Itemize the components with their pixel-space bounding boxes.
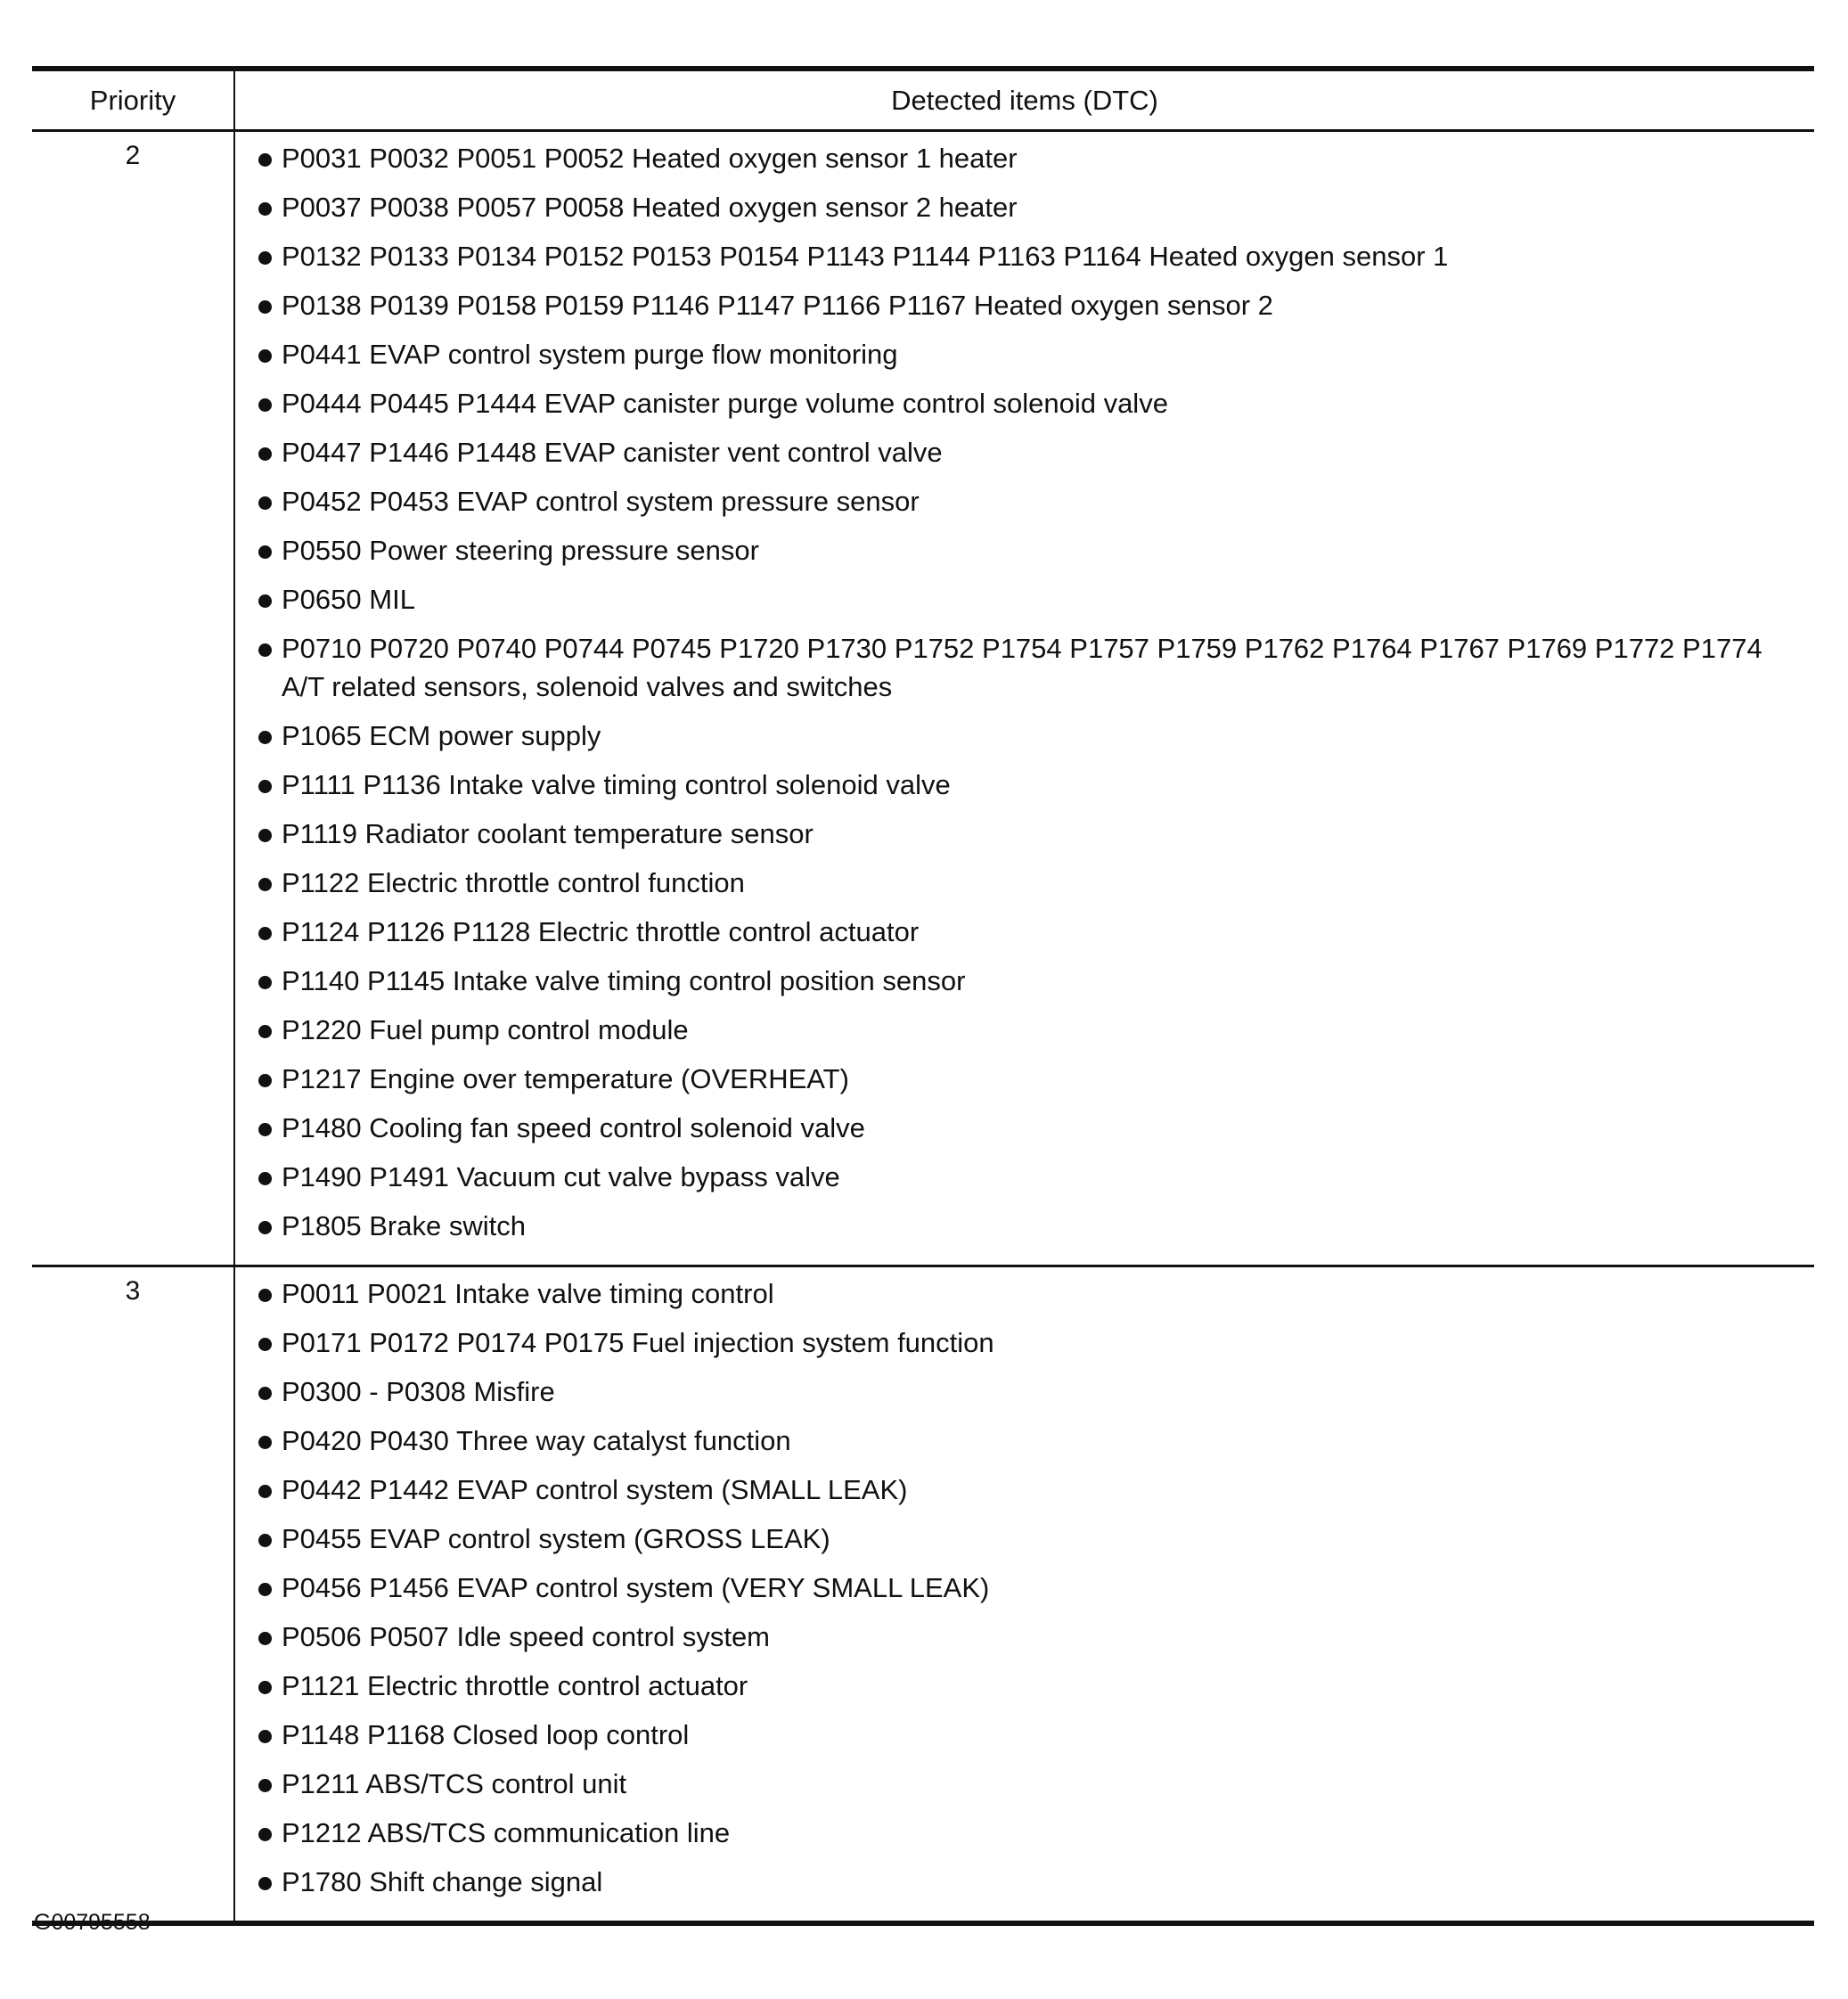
bullet-icon [253, 433, 282, 471]
bullet-icon [253, 1814, 282, 1852]
list-item: P0171 P0172 P0174 P0175 Fuel injection system function [253, 1323, 1796, 1372]
bullet-icon [253, 1667, 282, 1705]
bullet-icon [253, 335, 282, 373]
list-item: P0138 P0139 P0158 P0159 P1146 P1147 P1166 P1167 Heated oxygen sensor 2 [253, 286, 1796, 335]
list-item: P1805 Brake switch [253, 1207, 1796, 1256]
list-item: P0420 P0430 Three way catalyst function [253, 1421, 1796, 1471]
bullet-icon [253, 1158, 282, 1196]
bullet-icon [253, 1372, 282, 1411]
list-item: P0132 P0133 P0134 P0152 P0153 P0154 P1143 P1144 P1163 P1164 Heated oxygen sensor 1 [253, 237, 1796, 286]
bullet-icon [253, 286, 282, 324]
bullet-icon [253, 1765, 282, 1803]
priority-group-2 [32, 132, 1814, 1265]
detected-items-column-header: Detected items (DTC) [233, 71, 1814, 129]
list-item: P1122 Electric throttle control function [253, 864, 1796, 913]
bullet-icon [253, 1060, 282, 1098]
list-item: P0650 MIL [253, 580, 1796, 629]
bullet-icon [253, 1716, 282, 1754]
bullet-icon [253, 1618, 282, 1656]
figure-id: G00795558 [34, 1910, 151, 1935]
list-item: P1212 ABS/TCS communication line [253, 1814, 1796, 1863]
list-item: P1480 Cooling fan speed control solenoid valve [253, 1109, 1796, 1158]
bullet-icon [253, 1207, 282, 1245]
table-header [32, 71, 1814, 132]
bullet-icon [253, 1471, 282, 1509]
dtc-list [235, 1267, 1814, 1921]
list-item: P1217 Engine over temperature (OVERHEAT) [253, 1060, 1796, 1109]
bullet-icon [253, 913, 282, 951]
list-item: P1119 Radiator coolant temperature sensor [253, 815, 1796, 864]
list-item: P0442 P1442 EVAP control system (SMALL LEAK) [253, 1471, 1796, 1520]
list-item: P1148 P1168 Closed loop control [253, 1716, 1796, 1765]
list-item: P0710 P0720 P0740 P0744 P0745 P1720 P1730 P1752 P1754 P1757 P1759 P1762 P1764 P1767 P1769 P1772 P1774 A/T related sensors, solenoid valves and switches [253, 629, 1796, 717]
list-item: P0447 P1446 P1448 EVAP canister vent control valve [253, 433, 1796, 482]
bullet-icon [253, 1011, 282, 1049]
bullet-icon [253, 1323, 282, 1362]
dtc-list-cell [233, 1267, 1814, 1921]
bullet-icon [253, 717, 282, 755]
dtc-list-cell [233, 132, 1814, 1265]
list-item: P1211 ABS/TCS control unit [253, 1765, 1796, 1814]
bullet-icon [253, 531, 282, 569]
list-item: P0037 P0038 P0057 P0058 Heated oxygen sensor 2 heater [253, 188, 1796, 237]
list-item: P1490 P1491 Vacuum cut valve bypass valve [253, 1158, 1796, 1207]
bullet-icon [253, 1863, 282, 1901]
list-item: P1220 Fuel pump control module [253, 1011, 1796, 1060]
bullet-icon [253, 962, 282, 1000]
bullet-icon [253, 482, 282, 520]
bullet-icon [253, 580, 282, 619]
list-item: P1065 ECM power supply [253, 717, 1796, 766]
bullet-icon [253, 815, 282, 853]
bullet-icon [253, 864, 282, 902]
priority-value: 2 [125, 141, 141, 170]
list-item: P1111 P1136 Intake valve timing control solenoid valve [253, 766, 1796, 815]
bullet-icon [253, 384, 282, 422]
priority-value: 3 [125, 1276, 141, 1306]
bullet-icon [253, 1109, 282, 1147]
list-item: P0444 P0445 P1444 EVAP canister purge volume control solenoid valve [253, 384, 1796, 433]
list-item: P0031 P0032 P0051 P0052 Heated oxygen sensor 1 heater [253, 139, 1796, 188]
list-item: P0456 P1456 EVAP control system (VERY SMALL LEAK) [253, 1569, 1796, 1618]
bullet-icon [253, 629, 282, 668]
bullet-icon [253, 1569, 282, 1607]
list-item: P1780 Shift change signal [253, 1863, 1796, 1912]
list-item: P0011 P0021 Intake valve timing control [253, 1274, 1796, 1323]
dtc-list [235, 132, 1814, 1265]
bullet-icon [253, 139, 282, 177]
bullet-icon [253, 766, 282, 804]
bullet-icon [253, 1274, 282, 1313]
priority-group-3 [32, 1265, 1814, 1921]
bullet-icon [253, 1520, 282, 1558]
priority-column-header: Priority [89, 84, 176, 116]
list-item: P1140 P1145 Intake valve timing control position sensor [253, 962, 1796, 1011]
dtc-priority-table [32, 66, 1814, 1926]
bullet-icon [253, 237, 282, 275]
bullet-icon [253, 188, 282, 226]
list-item: P1124 P1126 P1128 Electric throttle control actuator [253, 913, 1796, 962]
list-item: P0455 EVAP control system (GROSS LEAK) [253, 1520, 1796, 1569]
list-item: P0441 EVAP control system purge flow monitoring [253, 335, 1796, 384]
list-item: P0300 - P0308 Misfire [253, 1372, 1796, 1421]
list-item: P0550 Power steering pressure sensor [253, 531, 1796, 580]
list-item: P0452 P0453 EVAP control system pressure sensor [253, 482, 1796, 531]
list-item: P0506 P0507 Idle speed control system [253, 1618, 1796, 1667]
bullet-icon [253, 1421, 282, 1460]
list-item: P1121 Electric throttle control actuator [253, 1667, 1796, 1716]
